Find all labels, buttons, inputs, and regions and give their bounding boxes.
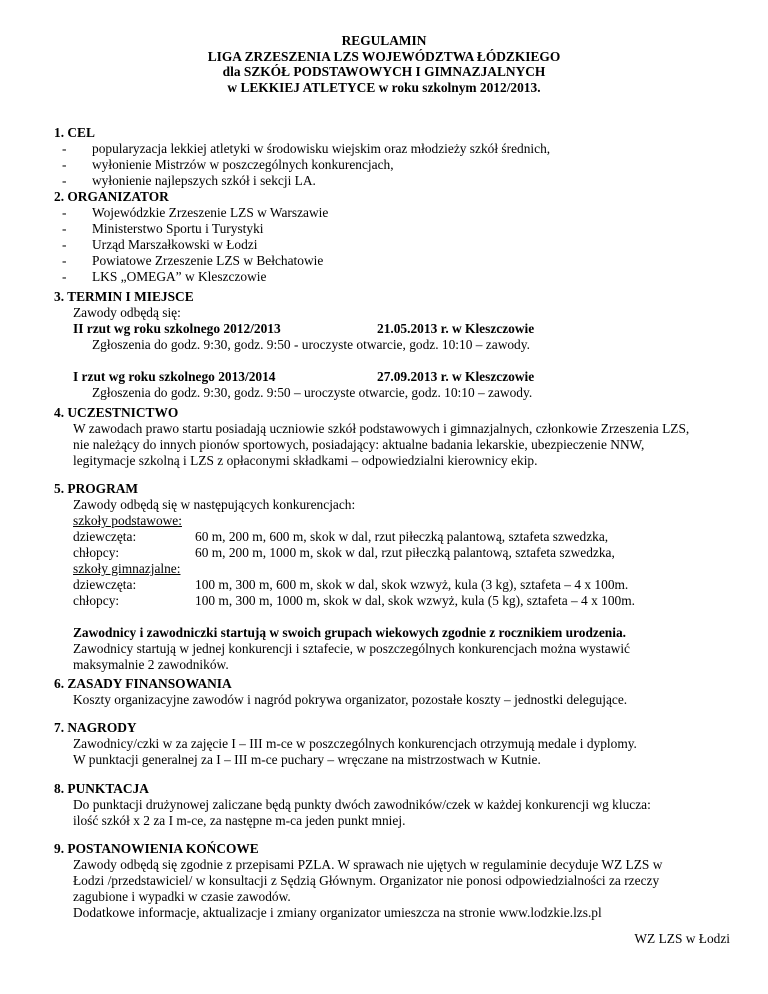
paragraph-line: W zawodach prawo startu posiadają uczniowie szkół podstawowych i gimnazjalnych, członkowie Zrzeszenia LZS,	[73, 421, 690, 436]
program-intro: Zawody odbędą się w następujących konkurencjach:	[73, 497, 356, 512]
section-finansowanie	[54, 676, 734, 708]
paragraph-line: W punktacji generalnej za I – III m-ce puchary – wręczane na mistrzostwach w Kutnie.	[73, 752, 541, 767]
paragraph-line: legitymacje szkolną i LZS z opłaconymi składkami – odpowiedzialni kierownicy ekip.	[73, 453, 538, 468]
list-item: - Ministerstwo Sportu i Turystyki	[62, 221, 264, 236]
list-item: - wyłonienie Mistrzów w poszczególnych konkurencjach,	[62, 157, 394, 172]
header-title: REGULAMIN	[341, 33, 427, 48]
header-line-3: dla SZKÓŁ PODSTAWOWYCH I GIMNAZJALNYCH	[222, 64, 546, 79]
paragraph-line: Zawodnicy/czki w za zajęcie I – III m-ce w poszczególnych konkurencjach otrzymują medale i dyplomy.	[73, 736, 637, 751]
section-punktacja	[54, 781, 734, 829]
section-title: 5. PROGRAM	[54, 481, 139, 496]
round-2-row	[54, 321, 734, 337]
round-1-note: Zgłoszenia do godz. 9:30, godz. 9:50 – uroczyste otwarcie, godz. 10:10 – zawody.	[92, 385, 533, 400]
list-item: - Powiatowe Zrzeszenie LZS w Bełchatowie	[62, 253, 324, 268]
program-row: dziewczęta: 100 m, 300 m, 600 m, skok w dal, skok wzwyż, kula (3 kg), sztafeta – 4 x 100m.	[73, 577, 629, 592]
paragraph-line: Zawodnicy startują w jednej konkurencji i sztafecie, w poszczególnych konkurencjach można wystawić	[73, 641, 630, 656]
round-1-label: I rzut wg roku szkolnego 2013/2014	[73, 369, 276, 384]
list-item: - Urząd Marszałkowski w Łodzi	[62, 237, 258, 252]
paragraph-line: Do punktacji drużynowej zaliczane będą punkty dwóch zawodników/czek w każdej konkurencji wg klucza:	[73, 797, 651, 812]
section-termin	[54, 289, 734, 401]
section-nagrody	[54, 720, 734, 768]
primary-schools-label: szkoły podstawowe:	[73, 513, 182, 528]
section-title: 1. CEL	[54, 125, 95, 140]
list-item: - popularyzacja lekkiej atletyki w środowisku wiejskim oraz młodzieży szkół średnich,	[62, 141, 551, 156]
paragraph-line: Łodzi /przedstawiciel/ w konsultacji z Sędzią Głównym. Organizator nie ponosi odpowiedzialności za rzeczy	[73, 873, 660, 888]
section-organizator	[54, 189, 734, 285]
section-program	[54, 481, 734, 673]
section-title: 3. TERMIN I MIEJSCE	[54, 289, 194, 304]
paragraph-line: ilość szkół x 2 za I m-ce, za następne m-ca jeden punkt mniej.	[73, 813, 406, 828]
list-item: - Wojewódzkie Zrzeszenie LZS w Warszawie	[62, 205, 329, 220]
document-header	[0, 33, 768, 95]
section-title: 4. UCZESTNICTWO	[54, 405, 179, 420]
paragraph-line: zagubione i wypadki w czasie zawodów.	[73, 889, 291, 904]
round-1-date: 27.09.2013 r. w Kleszczowie	[377, 369, 535, 384]
program-row: chłopcy: 100 m, 300 m, 1000 m, skok w dal, skok wzwyż, kula (5 kg), sztafeta – 4 x 100m.	[73, 593, 635, 608]
program-row: dziewczęta: 60 m, 200 m, 600 m, skok w dal, rzut piłeczką palantową, sztafeta szwedzka,	[73, 529, 609, 544]
organizer-list	[54, 205, 734, 285]
paragraph-line: maksymalnie 2 zawodników.	[73, 657, 229, 672]
termin-intro: Zawody odbędą się:	[73, 305, 181, 320]
goal-list	[54, 141, 734, 189]
paragraph-line: Koszty organizacyjne zawodów i nagród pokrywa organizator, pozostałe koszty – jednostki delegujące.	[73, 692, 628, 707]
list-item: - LKS „OMEGA” w Kleszczowie	[62, 269, 267, 284]
section-title: 9. POSTANOWIENIA KOŃCOWE	[54, 841, 259, 856]
paragraph-line: Dodatkowe informacje, aktualizacje i zmiany organizator umieszcza na stronie www.lodzkie.lzs.pl	[73, 905, 602, 920]
section-uczestnictwo	[54, 405, 734, 469]
section-postanowienia	[54, 841, 734, 921]
section-cel	[54, 125, 734, 189]
round-2-note: Zgłoszenia do godz. 9:30, godz. 9:50 - uroczyste otwarcie, godz. 10:10 – zawody.	[92, 337, 530, 352]
section-title: 2. ORGANIZATOR	[54, 189, 169, 204]
section-title: 6. ZASADY FINANSOWANIA	[54, 676, 232, 691]
header-line-2: LIGA ZRZESZENIA LZS WOJEWÓDZTWA ŁÓDZKIEGO	[207, 48, 561, 64]
list-item: - wyłonienie najlepszych szkół i sekcji LA.	[62, 173, 316, 188]
round-2-date: 21.05.2013 r. w Kleszczowie	[377, 321, 535, 336]
round-2-label: II rzut wg roku szkolnego 2012/2013	[73, 321, 281, 336]
paragraph-line: Zawody odbędą się zgodnie z przepisami PZLA. W sprawach nie ujętych w regulaminie decyduje WZ LZS w	[73, 857, 663, 872]
header-line-4: w LEKKIEJ ATLETYCE w roku szkolnym 2012/2013.	[227, 79, 541, 95]
signature: WZ LZS w Łodzi	[634, 931, 730, 946]
age-group-note: Zawodnicy i zawodniczki startują w swoich grupach wiekowych zgodnie z rocznikiem urodzenia.	[73, 625, 626, 640]
round-1-row	[54, 369, 734, 385]
program-row: chłopcy: 60 m, 200 m, 1000 m, skok w dal, rzut piłeczką palantową, sztafeta szwedzka,	[73, 545, 615, 560]
section-title: 8. PUNKTACJA	[54, 781, 149, 796]
middle-schools-label: szkoły gimnazjalne:	[73, 561, 181, 576]
paragraph-line: nie należący do innych pionów sportowych, posiadający: aktualne badania lekarskie, ubezpieczenie NNW,	[73, 437, 645, 452]
section-title: 7. NAGRODY	[54, 720, 137, 735]
